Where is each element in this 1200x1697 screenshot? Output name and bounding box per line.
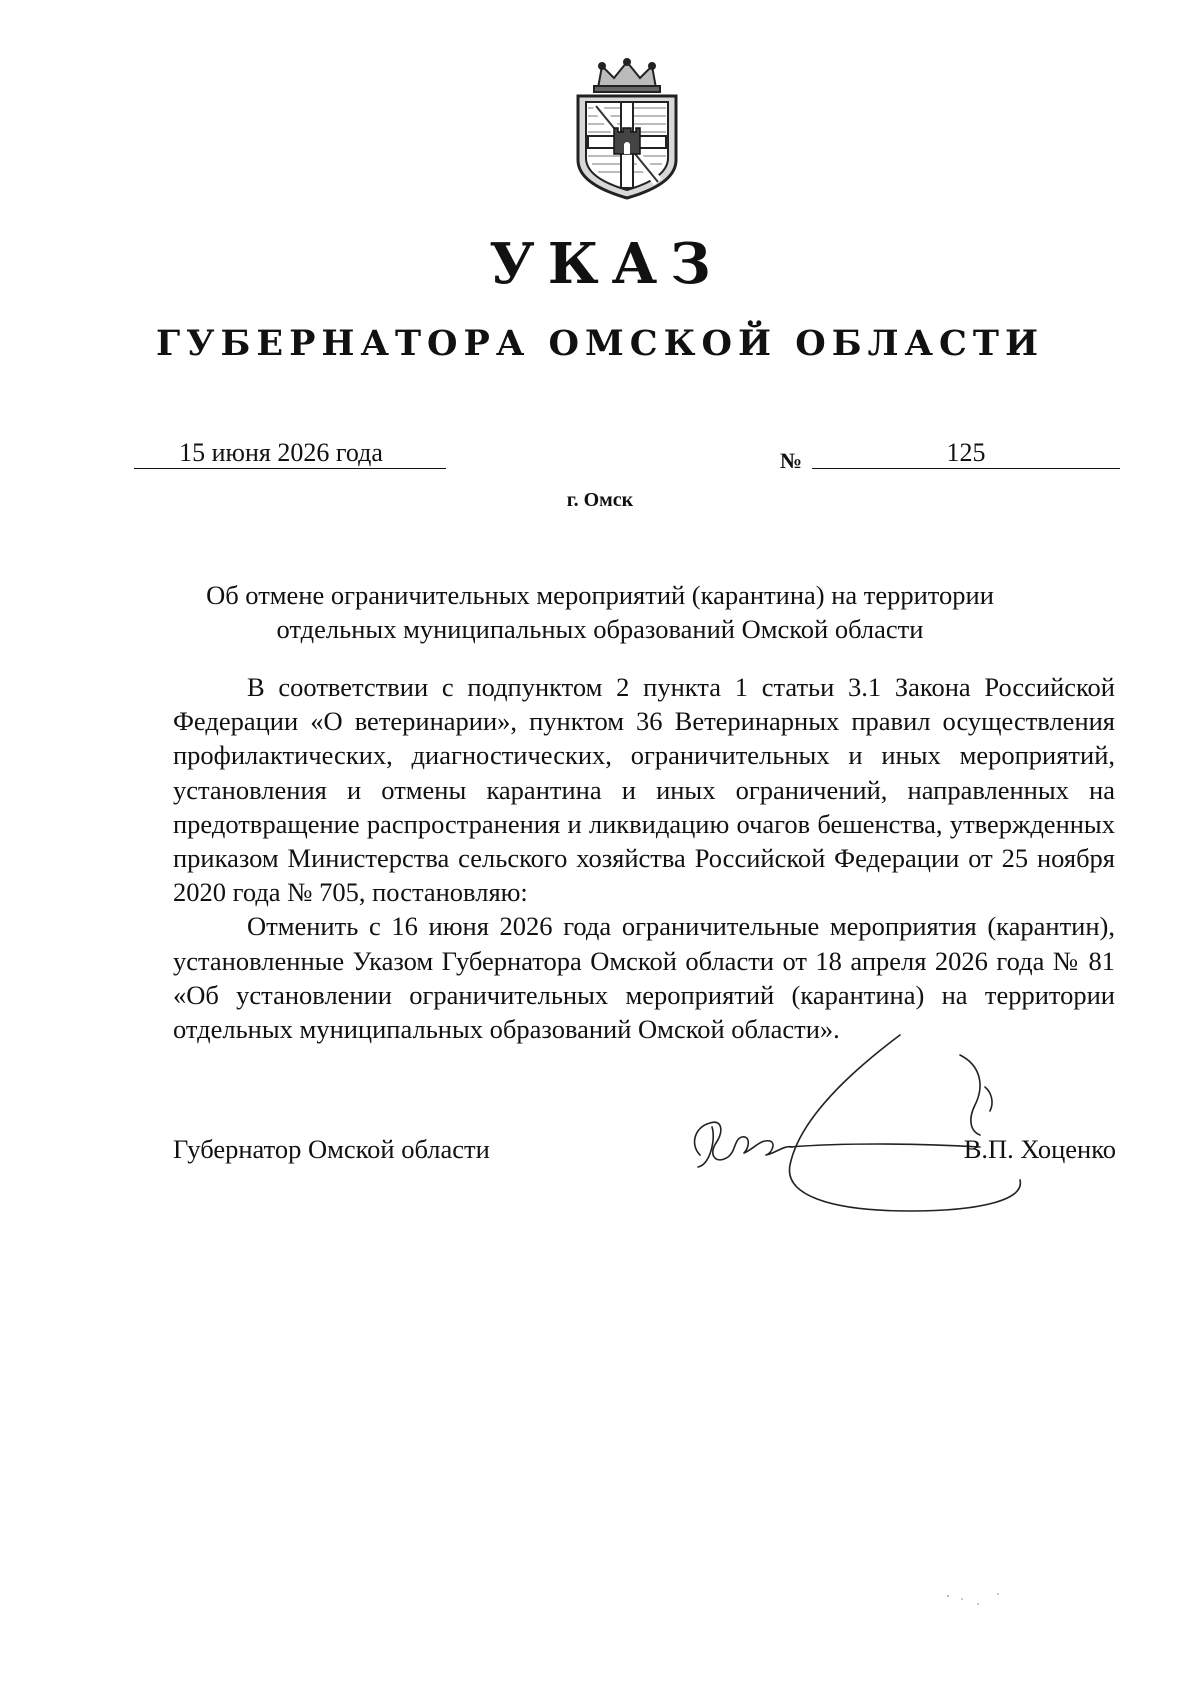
decree-title: УКАЗ: [489, 231, 724, 297]
decree-issuer: ГУБЕРНАТОРА ОМСКОЙ ОБЛАСТИ: [155, 323, 1045, 364]
decree-date: 15 июня 2026 года: [179, 438, 383, 467]
omsk-oblast-coat-of-arms-icon: [568, 58, 686, 200]
handwritten-signature: [680, 1015, 1060, 1225]
subject-line-1: Об отмене ограничительных мероприятий (карантина) на территории: [206, 580, 994, 610]
number-underline: [812, 468, 1120, 469]
decree-subject: [150, 578, 1050, 646]
issue-city: г. Омск: [566, 489, 634, 511]
scan-specks: [940, 1590, 1010, 1610]
body-paragraph-resolution: Отменить с 16 июня 2026 года ограничительные мероприятия (карантин), установленные Указом Губернатора Омской области от 18 апреля 2026 года № 81 «Об установлении ограничительных мероприятий (карантина) на территории отдельных муниципальных образований Омской области».: [173, 911, 1115, 1045]
signatory-name: В.П. Хоценко: [963, 1134, 1116, 1164]
decree-body: [173, 670, 1115, 1046]
date-underline: [134, 468, 446, 469]
signatory-position: Губернатор Омской области: [173, 1134, 490, 1164]
number-sign: №: [780, 448, 803, 473]
subject-line-2: отдельных муниципальных образований Омской области: [276, 614, 924, 644]
decree-number: 125: [946, 438, 986, 467]
body-paragraph-preamble: В соответствии с подпунктом 2 пункта 1 статьи 3.1 Закона Российской Федерации «О ветеринарии», пунктом 36 Ветеринарных правил осуществления профилактических, диагностических, ограничительных и иных мероприятий, установления и отмены карантина и иных ограничений, направленных на предотвращение распространения и ликвидацию очагов бешенства, утвержденных приказом Министерства сельского хозяйства Российской Федерации от 25 ноября 2020 года № 705, постановляю:: [173, 672, 1115, 908]
